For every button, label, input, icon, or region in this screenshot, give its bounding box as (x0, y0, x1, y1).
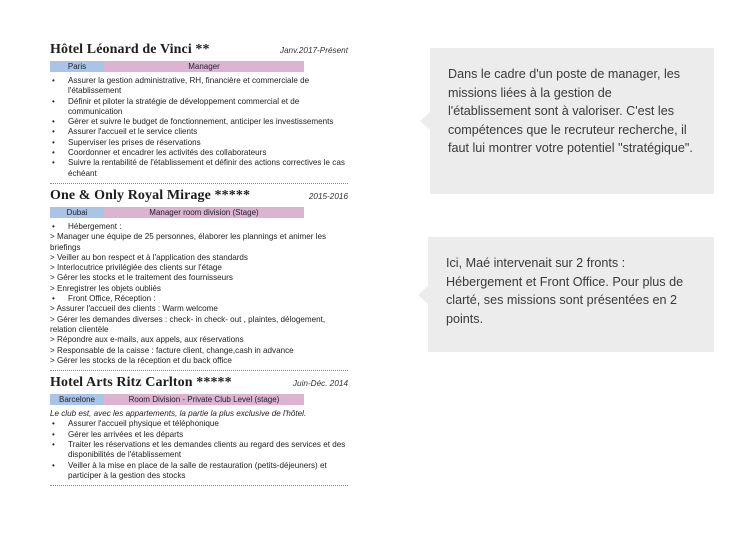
job-header (50, 375, 348, 393)
job-header (50, 188, 348, 206)
list-item: • Assurer l'accueil et le service clients (50, 127, 348, 137)
list-item: • Coordonner et encadrer les activités des collaborateurs (50, 148, 348, 158)
job-entry-leonard-de-vinci (50, 42, 348, 184)
list-item: > Assurer l'accueil des clients : Warm welcome (50, 304, 218, 314)
job-entry-royal-mirage (50, 188, 348, 371)
resume-excerpt (50, 42, 348, 490)
list-item: > Interlocutrice privilégiée des clients sur l'étage (50, 263, 222, 273)
mission-list (50, 76, 348, 179)
annotation-text: Ici, Maé intervenait sur 2 fronts : Hébergement et Front Office. Pour plus de clarté, ses missions sont présentées en 2 points. (446, 256, 684, 326)
annotation-callout-manager (430, 48, 714, 194)
list-item: > Gérer les stocks de la réception et du back office (50, 355, 232, 365)
list-item: • Gérer les arrivées et les départs (50, 430, 348, 440)
list-item: • Assurer la gestion administrative, RH, financière et commerciale de l'établissement (50, 76, 348, 97)
city-tag: Barcelone (50, 394, 104, 405)
list-item: • Veiller à la mise en place de la salle de restauration (petits-déjeuners) et participer à la gestion des stocks (50, 461, 348, 482)
list-item: • Suivre la rentabilité de l'établissement et définir des actions correctives le cas échéant (50, 158, 348, 179)
job-date: Juin-Déc. 2014 (292, 379, 348, 389)
list-item: • Superviser les prises de réservations (50, 138, 348, 148)
list-item: > Responsable de la caisse : facture client, change,cash in advance (50, 345, 294, 355)
list-item: > Manager une équipe de 25 personnes, élaborer les plannings et animer les briefings (50, 232, 327, 252)
job-title: Hôtel Léonard de Vinci ** (50, 42, 210, 57)
list-item: • Assurer l'accueil physique et téléphonique (50, 419, 348, 429)
section-heading: • Front Office, Réception : (50, 294, 348, 304)
role-tag: Manager room division (Stage) (104, 207, 304, 218)
role-tag: Room Division - Private Club Level (stage) (104, 394, 304, 405)
city-tag: Paris (50, 61, 104, 72)
job-header (50, 42, 348, 60)
job-title: One & Only Royal Mirage ***** (50, 187, 251, 203)
dotted-divider (50, 183, 348, 184)
annotation-callout-two-fronts (428, 237, 714, 352)
job-entry-ritz-carlton (50, 375, 348, 486)
list-item: > Gérer les demandes diverses : check- in check- out , plaintes, délogement, relation clientèle (50, 314, 326, 334)
mission-list (50, 419, 348, 481)
role-tag: Manager (104, 61, 304, 72)
list-item: > Gérer les stocks et le traitement des fournisseurs (50, 273, 233, 283)
list-item: • Gérer et suivre le budget de fonctionnement, anticiper les investissements (50, 117, 348, 127)
job-tags (50, 61, 348, 72)
list-item: > Veiller au bon respect et à l'application des standards (50, 252, 248, 262)
job-tags (50, 207, 348, 218)
mission-list (50, 222, 348, 366)
list-item: > Enregistrer les objets oubliés (50, 283, 161, 293)
job-intro: Le club est, avec les appartements, la partie la plus exclusive de l'hôtel. (50, 409, 307, 419)
job-date: 2015-2016 (308, 191, 348, 201)
section-heading: • Hébergement : (50, 222, 348, 232)
annotation-text: Dans le cadre d'un poste de manager, les missions liées à la gestion de l'établissement sont à valoriser. C'est les compétences que le recruteur recherche, il faut lui montrer votre potentiel "stratégique". (448, 67, 693, 156)
job-tags (50, 394, 348, 405)
job-date: Janv.2017-Présent (279, 46, 348, 55)
city-tag: Dubai (50, 207, 104, 218)
list-item: • Traiter les réservations et les demandes clients au regard des services et des disponibilités de l'établissement (50, 440, 348, 461)
dotted-divider (50, 485, 348, 486)
list-item: • Définir et piloter la stratégie de développement commercial et de communication (50, 97, 348, 118)
dotted-divider (50, 370, 348, 371)
list-item: > Répondre aux e-mails, aux appels, aux réservations (50, 335, 244, 345)
job-title: Hotel Arts Ritz Carlton ***** (50, 375, 232, 391)
